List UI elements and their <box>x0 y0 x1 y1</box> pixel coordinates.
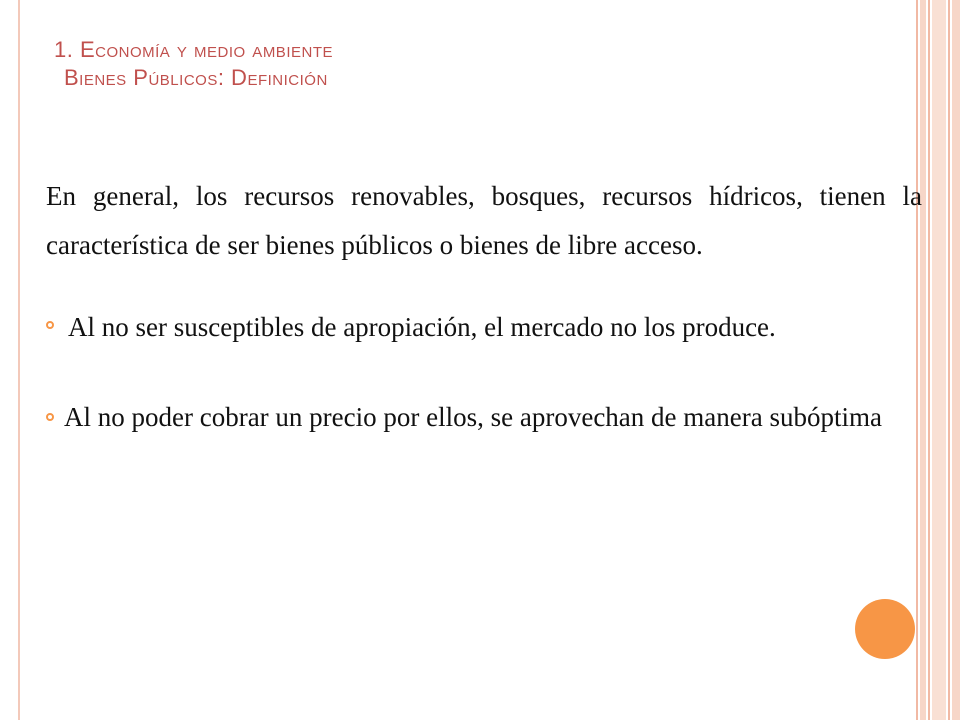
bullet-circle-icon <box>46 321 54 329</box>
slide-content <box>46 172 922 434</box>
title-line-2: Bienes Públicos: Definición <box>64 65 328 90</box>
stripe <box>952 0 960 720</box>
left-border-line <box>18 0 20 720</box>
bullet-circle-icon <box>46 413 54 421</box>
title-line-1: 1. Economía y medio ambiente <box>54 37 333 62</box>
bullet-item <box>46 400 922 434</box>
slide-title <box>54 36 333 92</box>
bullet-text: Al no poder cobrar un precio por ellos, se aprovechan de manera subóptima <box>64 402 882 432</box>
intro-paragraph: En general, los recursos renovables, bosques, recursos hídricos, tienen la característica de ser bienes públicos o bienes de libre acceso. <box>46 181 922 260</box>
stripe <box>932 0 946 720</box>
bullet-text: Al no ser susceptibles de apropiación, el mercado no los produce. <box>68 312 776 342</box>
stripe <box>928 0 930 720</box>
right-decorative-stripes <box>916 0 960 720</box>
stripe <box>948 0 950 720</box>
orange-circle-decoration <box>855 599 915 659</box>
bullet-item <box>46 310 922 344</box>
